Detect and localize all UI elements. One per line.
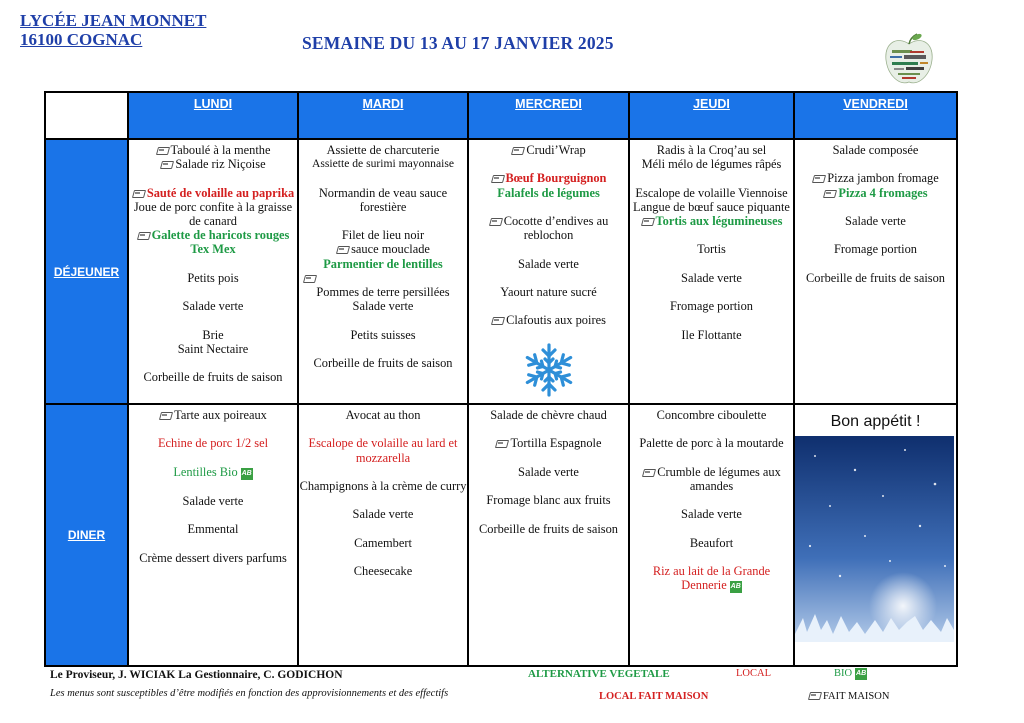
day-header-mardi: MARDI (298, 92, 468, 139)
day-header-vendredi: VENDREDI (794, 92, 957, 139)
legend-bio: BIO AB (834, 668, 867, 679)
menu-item: Parmentier de lentilles (323, 256, 443, 271)
corner-cell (45, 92, 128, 139)
lunch-row (45, 139, 957, 404)
menu-item: Salade de chèvre chaud (490, 408, 607, 422)
homemade-icon (491, 315, 504, 325)
legend-local-fait-maison: LOCAL FAIT MAISON (599, 691, 709, 702)
menu-item: Langue de bœuf sauce piquante (633, 199, 790, 214)
homemade-icon (491, 173, 504, 183)
menu-item: Lentilles Bio (173, 464, 238, 479)
menu-item: Salade verte (352, 507, 414, 522)
menu-item: Corbeille de fruits de saison (805, 270, 946, 285)
menu-item: Champignons à la crème de curry (299, 478, 467, 493)
menu-item: Pizza 4 fromages (838, 185, 928, 200)
menu-item: Escalope de volaille au lard et mozzarella (308, 436, 458, 465)
snowflake-icon (524, 342, 574, 398)
homemade-icon (160, 159, 173, 169)
menu-item: Radis à la Croq’au sel (656, 143, 767, 157)
menu-item: Cocotte d’endives au reblochon (503, 213, 609, 243)
menu-item: Emmental (187, 522, 239, 537)
lunch-jeudi-cell (629, 139, 794, 404)
menu-item: Corbeille de fruits de saison (478, 521, 619, 536)
menu-item: Tarte aux poireaux (174, 408, 267, 422)
homemade-icon (159, 410, 172, 420)
menu-item: Tortis aux légumineuses (655, 214, 783, 228)
day-header-jeudi: JEUDI (629, 92, 794, 139)
menu-item: Echine de porc 1/2 sel (157, 436, 269, 451)
lunch-lundi-cell (128, 139, 298, 404)
day-header-lundi: LUNDI (128, 92, 298, 139)
menu-item: Corbeille de fruits de saison (143, 370, 283, 385)
homemade-icon (156, 145, 169, 155)
menu-item: Salade verte (518, 256, 579, 271)
legend-alternative-vegetale: ALTERNATIVE VEGETALE (528, 668, 670, 680)
menu-item: Camembert (354, 535, 412, 550)
week-title: SEMAINE DU 13 AU 17 JANVIER 2025 (302, 33, 614, 53)
menu-item: Assiette de surimi mayonnaise (312, 157, 454, 171)
menu-item: Joue de porc confite à la graisse de canard (133, 199, 293, 228)
lunch-mercredi-cell (468, 139, 629, 404)
menu-item: Beaufort (689, 535, 734, 550)
menu-item: Taboulé à la menthe (170, 143, 271, 157)
menu-item: Tortis (697, 242, 726, 257)
homemade-icon (641, 216, 654, 226)
menu-item: Clafoutis aux poires (506, 313, 606, 328)
menu-item: Petits pois (187, 270, 239, 285)
dinner-mercredi-cell (468, 404, 629, 666)
menu-item: Corbeille de fruits de saison (313, 355, 453, 370)
homemade-icon (808, 690, 821, 700)
menu-item: Salade riz Niçoise (175, 157, 266, 172)
legend-local: LOCAL (736, 668, 771, 679)
menu-item: Ile Flottante (681, 327, 742, 342)
menu-item: Salade verte (182, 299, 244, 314)
menu-item: Fromage portion (834, 242, 917, 257)
menu-item: sauce mouclade (351, 242, 430, 257)
menu-item: Brie (202, 327, 224, 342)
school-name (20, 11, 206, 49)
menu-item: Tortilla Espagnole (510, 436, 602, 451)
menu-item: Fromage portion (670, 299, 753, 314)
menu-item: Petits suisses (350, 327, 416, 342)
bio-badge-icon: AB (855, 668, 867, 680)
menu-item: Riz au lait de la Grande Dennerie (652, 564, 771, 593)
homemade-icon (495, 438, 508, 448)
signatures: Le Proviseur, J. WICIAK La Gestionnaire, C. GODICHON (50, 669, 343, 681)
menu-item: Concombre ciboulette (656, 408, 767, 422)
menu-item: Sauté de volaille au paprika (146, 185, 295, 200)
menu-item: Pommes de terre persillées (316, 285, 450, 299)
menu-item: Bœuf Bourguignon (505, 171, 607, 186)
bon-appetit-text: Bon appétit ! (830, 413, 921, 430)
homemade-icon (336, 244, 349, 254)
menu-item: Escalope de volaille Viennoise (635, 185, 788, 200)
menu-item: Salade verte (681, 270, 742, 285)
homemade-icon (823, 188, 836, 198)
homemade-icon (511, 145, 524, 155)
bio-badge-icon: AB (730, 581, 742, 593)
menu-item: Salade verte (518, 464, 579, 479)
menu-item: Crumble de légumes aux amandes (657, 464, 781, 493)
winter-landscape-image (795, 436, 954, 658)
menu-item: Falafels de légumes (497, 185, 600, 200)
disclaimer-note: Les menus sont susceptibles d’être modifiés en fonction des approvisionnements et des effectifs (50, 688, 449, 699)
menu-item: Salade composée (832, 143, 919, 157)
dinner-row-header: DINER (45, 404, 128, 666)
menu-item: Crudi’Wrap (526, 143, 586, 157)
lunch-row-header: DÉJEUNER (45, 139, 128, 404)
menu-item: Yaourt nature sucré (500, 284, 597, 299)
menu-item: Salade verte (182, 493, 244, 508)
homemade-icon (137, 230, 150, 240)
menu-item: Normandin de veau sauce forestière (318, 185, 448, 214)
menu-item: Palette de porc à la moutarde (639, 436, 784, 451)
homemade-icon (642, 467, 655, 477)
homemade-icon (303, 273, 316, 283)
legend-fait-maison: FAIT MAISON (808, 690, 889, 702)
menu-item: Salade verte (845, 213, 906, 228)
menu-item: Salade verte (681, 507, 742, 522)
menu-item: Salade verte (352, 299, 414, 314)
days-header-row (45, 92, 957, 139)
menu-item: Assiette de charcuterie (326, 143, 440, 157)
menu-item: Saint Nectaire (177, 341, 249, 356)
dinner-mardi-cell (298, 404, 468, 666)
menu-item: Méli mélo de légumes râpés (641, 157, 782, 172)
school-line-1: LYCÉE JEAN MONNET (20, 11, 207, 30)
day-header-mercredi: MERCREDI (468, 92, 629, 139)
menu-item: Pizza jambon fromage (827, 171, 939, 186)
homemade-icon (132, 188, 145, 198)
menu-item: Galette de haricots rouges Tex Mex (151, 228, 290, 257)
dinner-jeudi-cell (629, 404, 794, 666)
menu-item: Avocat au thon (345, 408, 421, 422)
homemade-icon (812, 173, 825, 183)
menu-item: Filet de lieu noir (341, 228, 425, 243)
menu-item: Crème dessert divers parfums (139, 550, 287, 565)
lunch-mardi-cell (298, 139, 468, 404)
menu-item: Fromage blanc aux fruits (486, 493, 611, 508)
homemade-icon (489, 216, 502, 226)
school-line-2: 16100 COGNAC (20, 30, 143, 49)
menu-item: Cheesecake (353, 564, 413, 579)
lunch-vendredi-cell (794, 139, 957, 404)
bio-badge-icon: AB (241, 468, 253, 480)
dinner-lundi-cell (128, 404, 298, 666)
apple-wordcloud-logo (880, 32, 938, 88)
